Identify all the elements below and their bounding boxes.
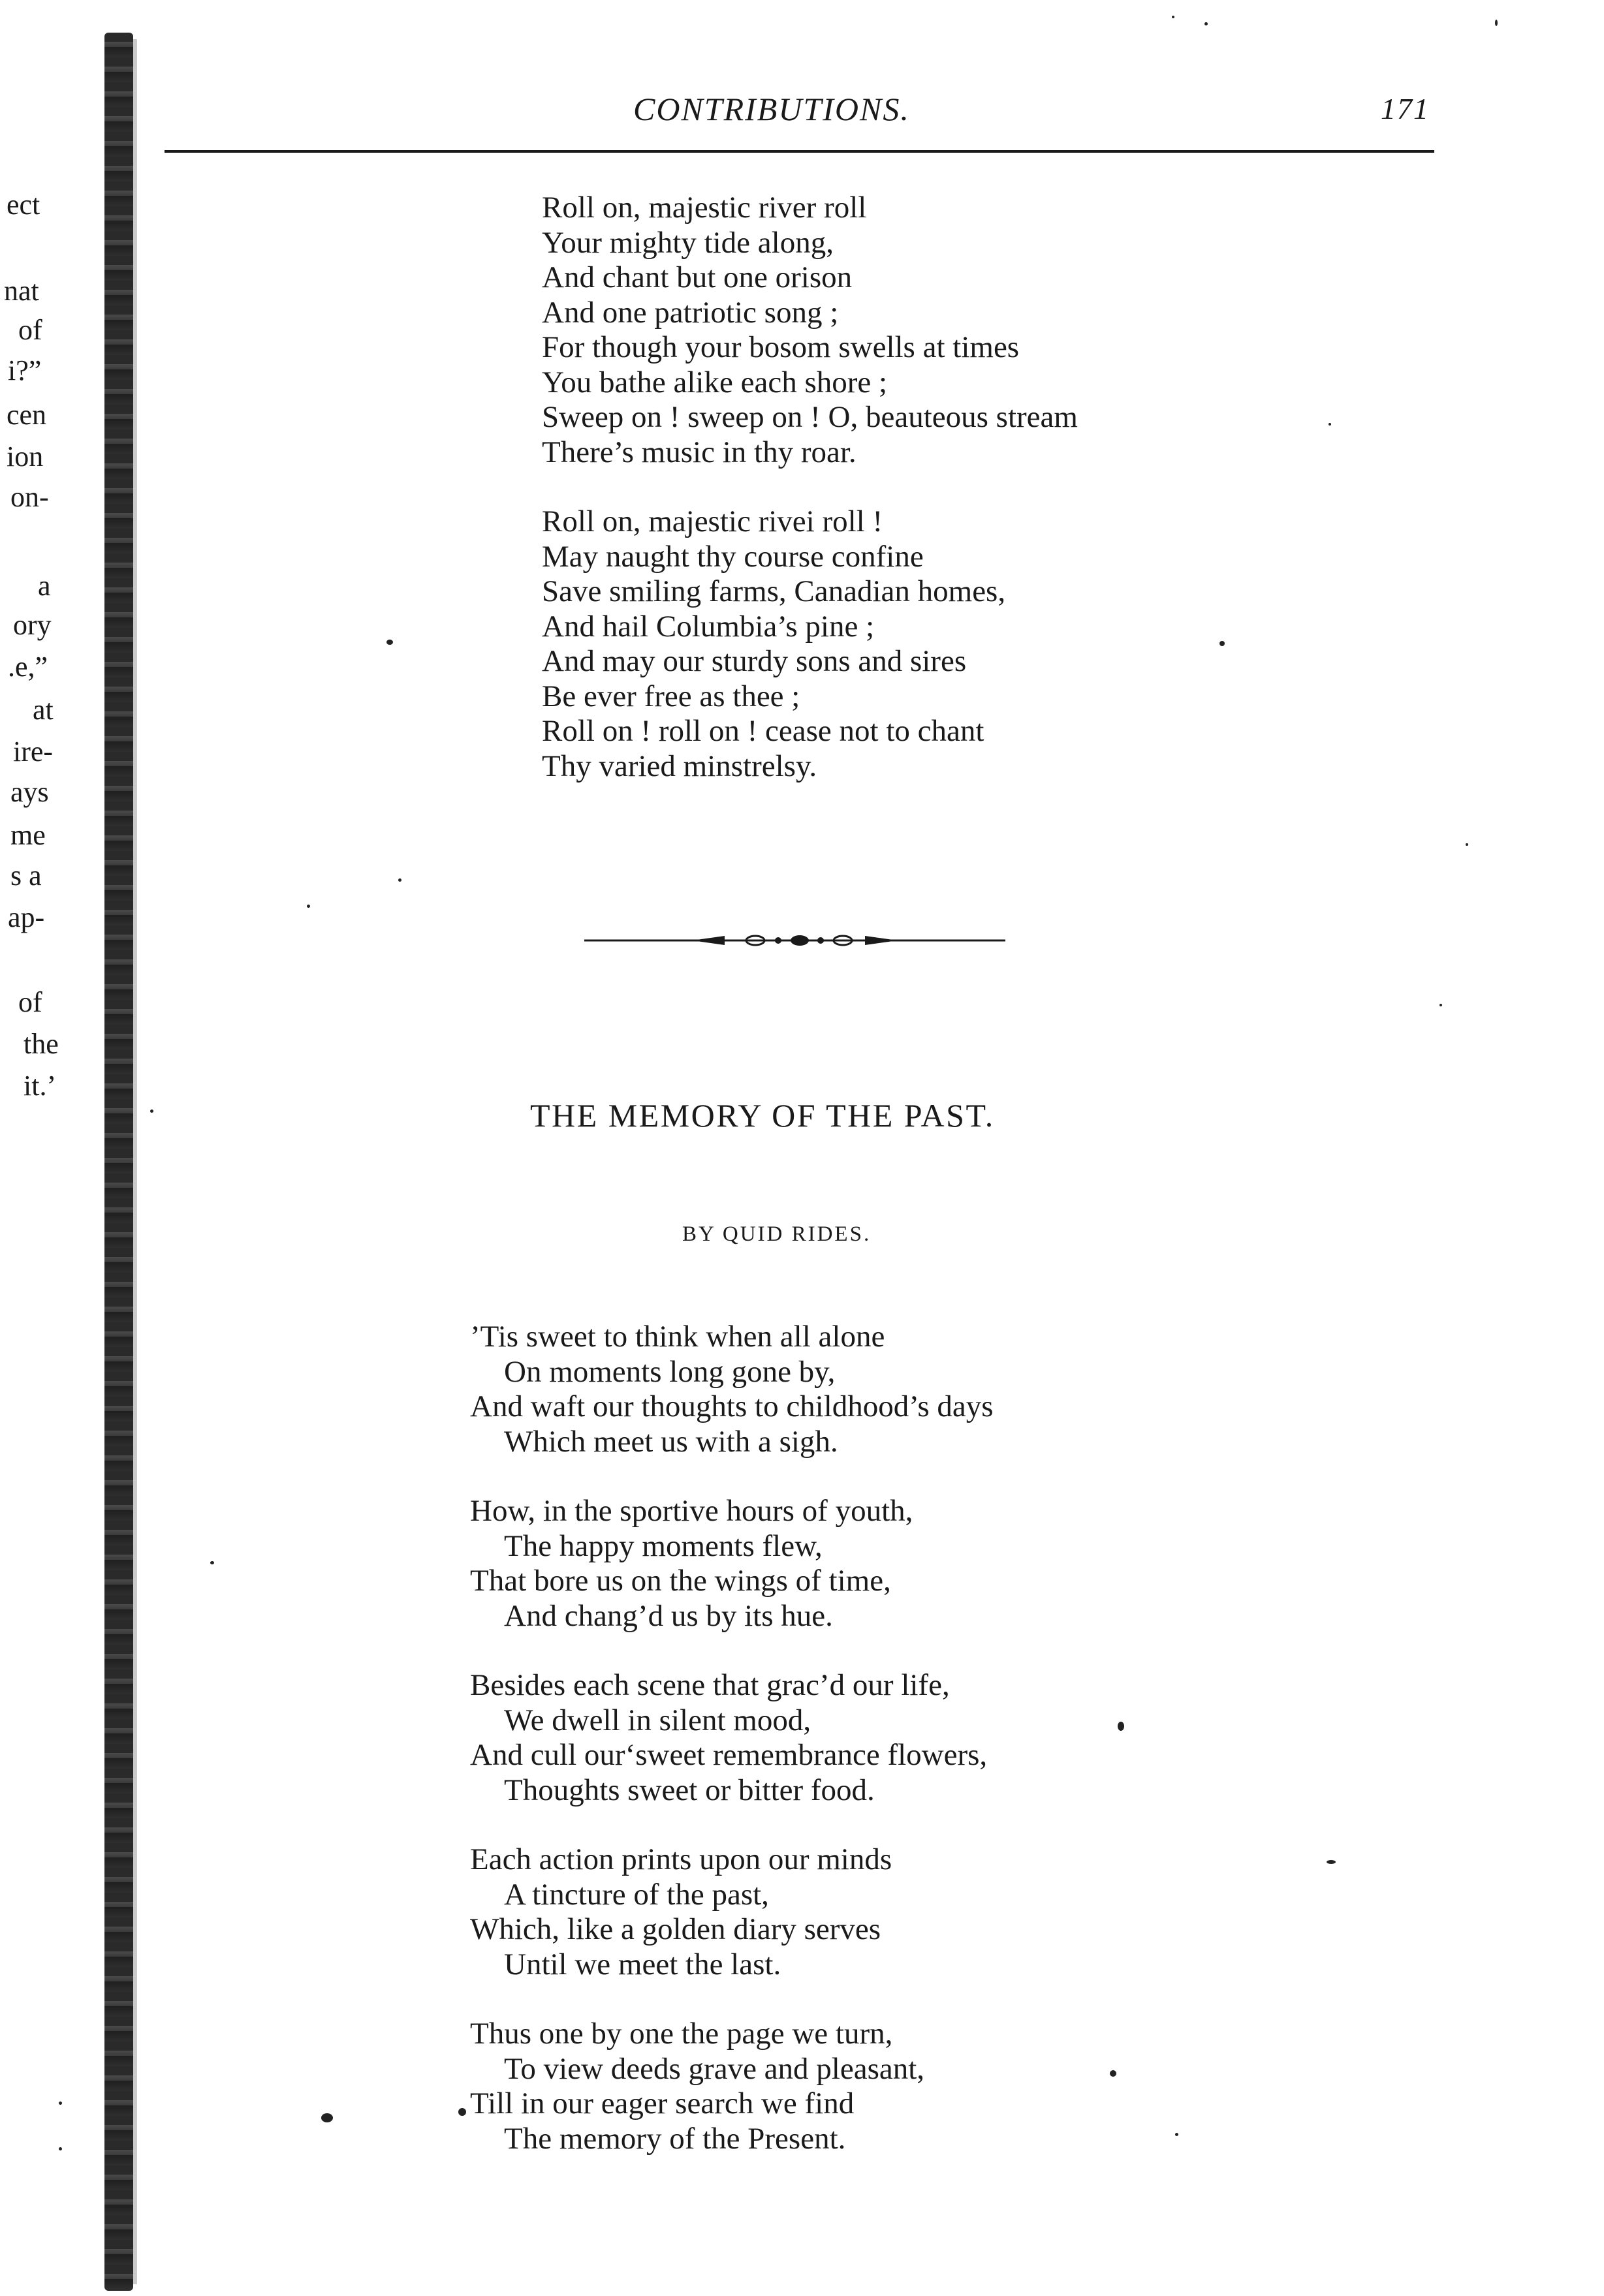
poem-two-stanza-1: [470, 1320, 994, 1459]
page-binding-gutter: [104, 33, 133, 2291]
poem-line: And chant but one orison: [542, 260, 853, 294]
poem-line: The memory of the Present.: [504, 2121, 846, 2156]
scan-speck: [458, 2108, 466, 2116]
poem-line: ’Tis sweet to think when all alone: [470, 1320, 885, 1354]
poem-line: Roll on, majestic river roll: [542, 191, 867, 225]
poem-one: [542, 191, 1078, 818]
left-fragment: it.’: [24, 1070, 57, 1102]
poem-two-byline: BY QUID RIDES.: [682, 1222, 872, 1246]
scan-speck: [321, 2113, 333, 2122]
poem-line: Roll on ! roll on ! cease not to chant: [542, 714, 984, 748]
left-fragment: ory: [13, 609, 52, 641]
scan-speck: [1172, 16, 1174, 18]
scan-speck: [59, 2102, 62, 2105]
left-fragment: nat: [4, 275, 39, 307]
poem-line: Which meet us with a sigh.: [504, 1424, 838, 1459]
poem-line: A tincture of the past,: [504, 1877, 769, 1912]
poem-line: And one patriotic song ;: [542, 295, 839, 330]
poem-line: Which, like a golden diary serves: [470, 1912, 881, 1946]
scan-speck: [1204, 22, 1208, 25]
left-fragment: of: [18, 986, 42, 1018]
poem-two-stanza-3: [470, 1668, 994, 1808]
poem-line: Each action prints upon our minds: [470, 1842, 892, 1876]
poem-line: Save smiling farms, Canadian homes,: [542, 574, 1006, 608]
poem-two: [470, 1320, 994, 2191]
poem-line: For though your bosom swells at times: [542, 330, 1020, 364]
poem-line: May naught thy course confine: [542, 539, 924, 574]
scan-speck: [150, 1109, 153, 1113]
poem-line: And hail Columbia’s pine ;: [542, 609, 875, 644]
scan-speck: [1110, 2070, 1116, 2077]
running-head: CONTRIBUTIONS.: [633, 91, 910, 127]
poem-two-title: THE MEMORY OF THE PAST.: [530, 1097, 995, 1134]
scan-speck: [1118, 1722, 1124, 1731]
scan-speck: [1439, 1004, 1442, 1006]
poem-line: Thy varied minstrelsy.: [542, 749, 817, 783]
poem-line: How, in the sportive hours of youth,: [470, 1494, 913, 1528]
left-fragment: the: [24, 1028, 59, 1060]
poem-line: Until we meet the last.: [504, 1947, 781, 1981]
scan-speck: [59, 2147, 62, 2150]
poem-line: Roll on, majestic rivei roll !: [542, 504, 883, 538]
poem-line: Thoughts sweet or bitter food.: [504, 1773, 875, 1807]
scan-speck: [386, 640, 393, 645]
left-fragment: ap-: [8, 901, 45, 933]
scan-speck: [1175, 2133, 1178, 2136]
poem-line: Besides each scene that grac’d our life,: [470, 1668, 950, 1702]
left-fragment: ays: [10, 776, 49, 808]
left-fragment: s a: [10, 860, 42, 892]
scan-speck: [210, 1561, 214, 1564]
poem-line: Till in our eager search we find: [470, 2087, 855, 2120]
poem-line: Sweep on ! sweep on ! O, beauteous stream: [542, 400, 1078, 434]
left-fragment: .e,”: [8, 651, 48, 683]
poem-line: That bore us on the wings of time,: [470, 1564, 891, 1598]
scan-speck: [398, 878, 401, 882]
poem-two-stanza-5: [470, 2017, 994, 2156]
left-fragment: ect: [7, 189, 40, 221]
poem-two-stanza-2: [470, 1494, 994, 1634]
left-fragment: ire-: [13, 736, 54, 768]
left-fragment: of: [18, 314, 42, 346]
page-number: 171: [1381, 92, 1430, 125]
left-fragment: at: [33, 694, 54, 726]
poem-line: Thus one by one the page we turn,: [470, 2017, 893, 2051]
poem-line: And may our sturdy sons and sires: [542, 644, 967, 678]
left-fragment: cen: [7, 399, 47, 431]
left-fragment: ion: [7, 441, 44, 473]
poem-one-stanza-1: [542, 191, 1078, 470]
poem-line: To view deeds grave and pleasant,: [504, 2051, 925, 2086]
poem-line: On moments long gone by,: [504, 1354, 836, 1389]
poem-line: You bathe alike each shore ;: [542, 365, 888, 399]
scan-speck: [1466, 843, 1468, 846]
poem-line: And waft our thoughts to childhood’s days: [470, 1389, 994, 1423]
poem-one-stanza-2: [542, 504, 1078, 784]
poem-two-stanza-4: [470, 1842, 994, 1982]
gutter-edge-shadow: [133, 39, 137, 2284]
scan-speck: [1495, 20, 1498, 26]
poem-line: Your mighty tide along,: [542, 225, 834, 260]
poem-line: And chang’d us by its hue.: [504, 1598, 833, 1633]
scan-speck: [307, 905, 310, 908]
scan-speck: [1219, 641, 1225, 646]
left-fragment: i?”: [8, 354, 42, 386]
scan-speck: [1329, 423, 1331, 426]
scan-speck: [1327, 1860, 1336, 1864]
header-rule: [165, 150, 1434, 153]
poem-line: And cull our‘sweet remembrance flowers,: [470, 1738, 988, 1772]
poem-line: There’s music in thy roar.: [542, 435, 857, 469]
left-fragment: on-: [10, 481, 49, 513]
poem-line: We dwell in silent mood,: [504, 1703, 811, 1737]
poem-line: The happy moments flew,: [504, 1528, 823, 1563]
left-fragment: a: [38, 570, 51, 602]
poem-line: Be ever free as thee ;: [542, 679, 800, 713]
left-fragment: me: [10, 819, 46, 851]
ornamental-divider: [584, 925, 1005, 955]
